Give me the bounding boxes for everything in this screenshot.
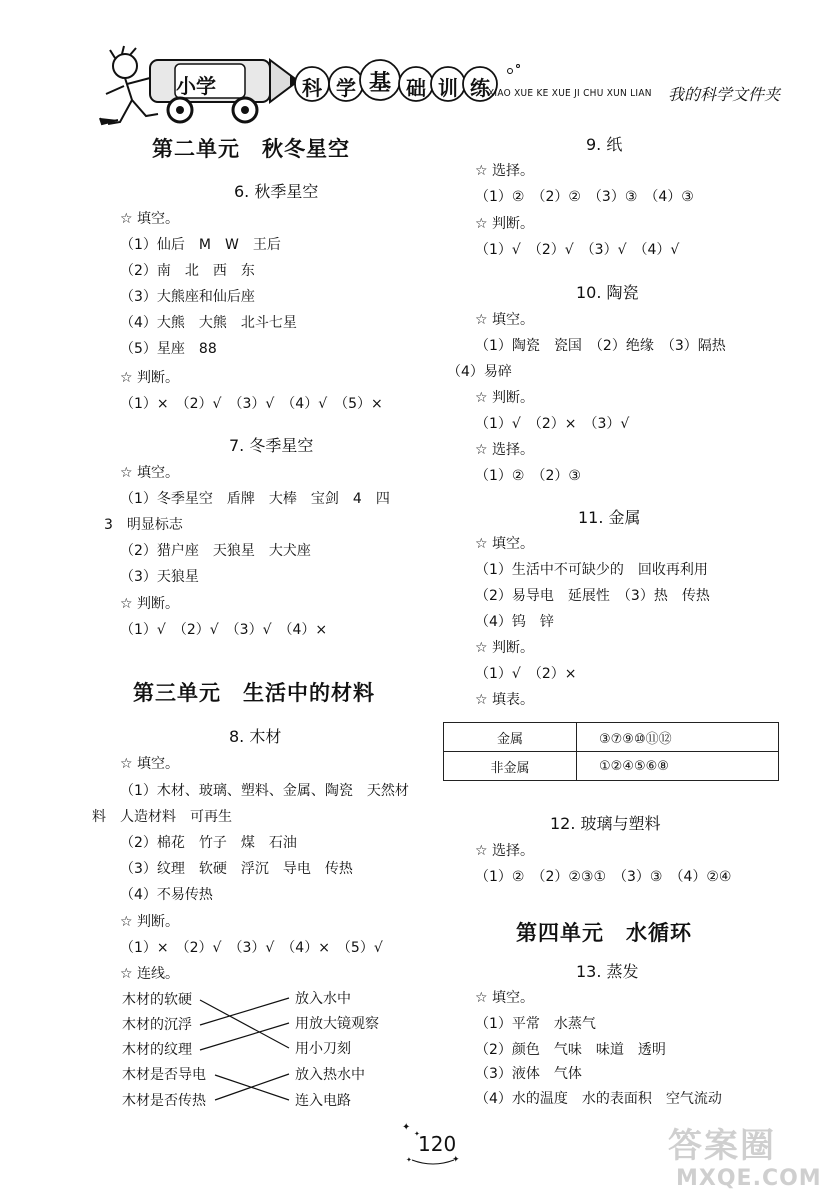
s9-line: （1）② （2）② （3）③ （4）③ [475, 189, 694, 205]
table-row [444, 723, 779, 752]
s10-line: （4）易碎 [447, 364, 512, 380]
s8-line: （3）纹理 软硬 浮沉 导电 传热 [120, 861, 353, 877]
match-right-item: 用放大镜观察 [295, 1016, 379, 1032]
table-row [444, 752, 779, 781]
s8-line: （2）棉花 竹子 煤 石油 [120, 835, 297, 851]
s8-line: ☆ 填空。 [120, 756, 180, 772]
s6-line: （4）大熊 大熊 北斗七星 [120, 315, 297, 331]
s6-line: （1）仙后 M W 王后 [120, 237, 281, 253]
header-title-char: 科 [302, 76, 322, 100]
s13-line: ☆ 填空。 [475, 990, 535, 1006]
s12-line: （1）② （2）②③① （3）③ （4）②④ [475, 869, 732, 885]
s6-line: ☆ 判断。 [120, 370, 180, 386]
match-left-item: 木材的沉浮 [122, 1017, 192, 1033]
s7-line: ☆ 填空。 [120, 465, 180, 481]
header-title-char: 学 [336, 76, 356, 100]
match-right-item: 放入水中 [295, 991, 351, 1007]
header-title-char: 基 [369, 71, 392, 96]
s7-line: 3 明显标志 [104, 517, 183, 533]
s13-line: （3）液体 气体 [475, 1066, 582, 1082]
s11-line: （4）钨 锌 [475, 614, 554, 630]
s13-line: （1）平常 水蒸气 [475, 1016, 596, 1032]
s7-line: （1）冬季星空 盾牌 大棒 宝剑 4 四 [120, 491, 390, 507]
svg-text:✦: ✦ [414, 1130, 420, 1138]
s9-line: ☆ 选择。 [475, 163, 535, 179]
s13-line: （4）水的温度 水的表面积 空气流动 [475, 1091, 722, 1107]
s6-line: （2）南 北 西 东 [120, 263, 255, 279]
s6-line: （3）大熊座和仙后座 [120, 289, 255, 305]
s11-line: （2）易导电 延展性 （3）热 传热 [475, 588, 710, 604]
match-left-item: 木材是否导电 [122, 1067, 206, 1083]
match-left-item: 木材的纹理 [122, 1042, 192, 1058]
s7-line: ☆ 判断。 [120, 596, 180, 612]
s12-line: ☆ 选择。 [475, 843, 535, 859]
s10-line: ☆ 填空。 [475, 312, 535, 328]
watermark-logo: 答案圈 [668, 1126, 776, 1166]
match-right-item: 连入电路 [295, 1093, 351, 1109]
s10-line: ☆ 判断。 [475, 390, 535, 406]
s7-line: （2）猎户座 天狼星 大犬座 [120, 543, 311, 559]
s8-line: （1）木材、玻璃、塑料、金属、陶瓷 天然材 [120, 783, 409, 799]
table-cell-value: ①②④⑤⑥⑧ [577, 752, 779, 781]
s10-line: ☆ 选择。 [475, 442, 535, 458]
table-cell-label: 金属 [444, 723, 577, 752]
s9-line: （1）√ （2）√ （3）√ （4）√ [475, 242, 680, 258]
s6-line: ☆ 填空。 [120, 211, 180, 227]
table-cell-value: ③⑦⑨⑩⑪⑫ [577, 723, 779, 752]
header-pinyin: XIAO XUE KE XUE JI CHU XUN LIAN [488, 88, 652, 99]
match-right-item: 放入热水中 [295, 1067, 365, 1083]
unit2-title: 第二单元 秋冬星空 [152, 136, 350, 161]
svg-text:✦: ✦ [402, 1122, 411, 1133]
s8-line: （4）不易传热 [120, 887, 213, 903]
s11-title: 11. 金属 [578, 508, 641, 527]
s13-line: （2）颜色 气味 味道 透明 [475, 1042, 666, 1058]
header-title-char: 练 [470, 76, 490, 100]
match-right-item: 用小刀刻 [295, 1041, 351, 1057]
s7-line: （3）天狼星 [120, 569, 199, 585]
s6-line: （1）× （2）√ （3）√ （4）√ （5）× [120, 396, 383, 412]
s6-title: 6. 秋季星空 [234, 182, 319, 201]
s7-line: （1）√ （2）√ （3）√ （4）× [120, 622, 328, 638]
s11-line: ☆ 填表。 [475, 692, 535, 708]
header-right-title: 我的科学文件夹 [668, 85, 781, 104]
s10-line: （1）√ （2）× （3）√ [475, 416, 630, 432]
s9-line: ☆ 判断。 [475, 216, 535, 232]
match-left-item: 木材是否传热 [122, 1093, 206, 1109]
s9-title: 9. 纸 [586, 135, 623, 154]
page-number: 120 [418, 1132, 457, 1156]
metal-table [443, 722, 779, 781]
header-title-char: 础 [406, 76, 426, 100]
s10-line: （1）陶瓷 瓷国 （2）绝缘 （3）隔热 [475, 338, 726, 354]
svg-text:✦: ✦ [452, 1155, 460, 1165]
s8-line: ☆ 判断。 [120, 914, 180, 930]
s8-title: 8. 木材 [229, 727, 282, 746]
s13-title: 13. 蒸发 [576, 962, 639, 981]
unit4-title: 第四单元 水循环 [516, 920, 692, 945]
s10-line: （1）② （2）③ [475, 468, 581, 484]
s12-title: 12. 玻璃与塑料 [550, 814, 661, 833]
watermark-url: MXQE.COM [676, 1166, 822, 1191]
s11-line: （1）生活中不可缺少的 回收再利用 [475, 562, 708, 578]
header-title-char: 训 [438, 76, 458, 100]
s8-line: （1）× （2）√ （3）√ （4）× （5）√ [120, 940, 383, 956]
s11-line: ☆ 填空。 [475, 536, 535, 552]
s10-title: 10. 陶瓷 [576, 283, 639, 302]
header-badge: 小学 [176, 74, 216, 98]
s6-line: （5）星座 88 [120, 341, 217, 357]
table-cell-label: 非金属 [444, 752, 577, 781]
s8-line: 料 人造材料 可再生 [92, 809, 232, 825]
s11-line: ☆ 判断。 [475, 640, 535, 656]
s7-title: 7. 冬季星空 [229, 436, 314, 455]
match-left-item: 木材的软硬 [122, 992, 192, 1008]
s8-line: ☆ 连线。 [120, 966, 180, 982]
s11-line: （1）√ （2）× [475, 666, 577, 682]
unit3-title: 第三单元 生活中的材料 [133, 680, 375, 705]
svg-text:✦: ✦ [406, 1156, 412, 1164]
